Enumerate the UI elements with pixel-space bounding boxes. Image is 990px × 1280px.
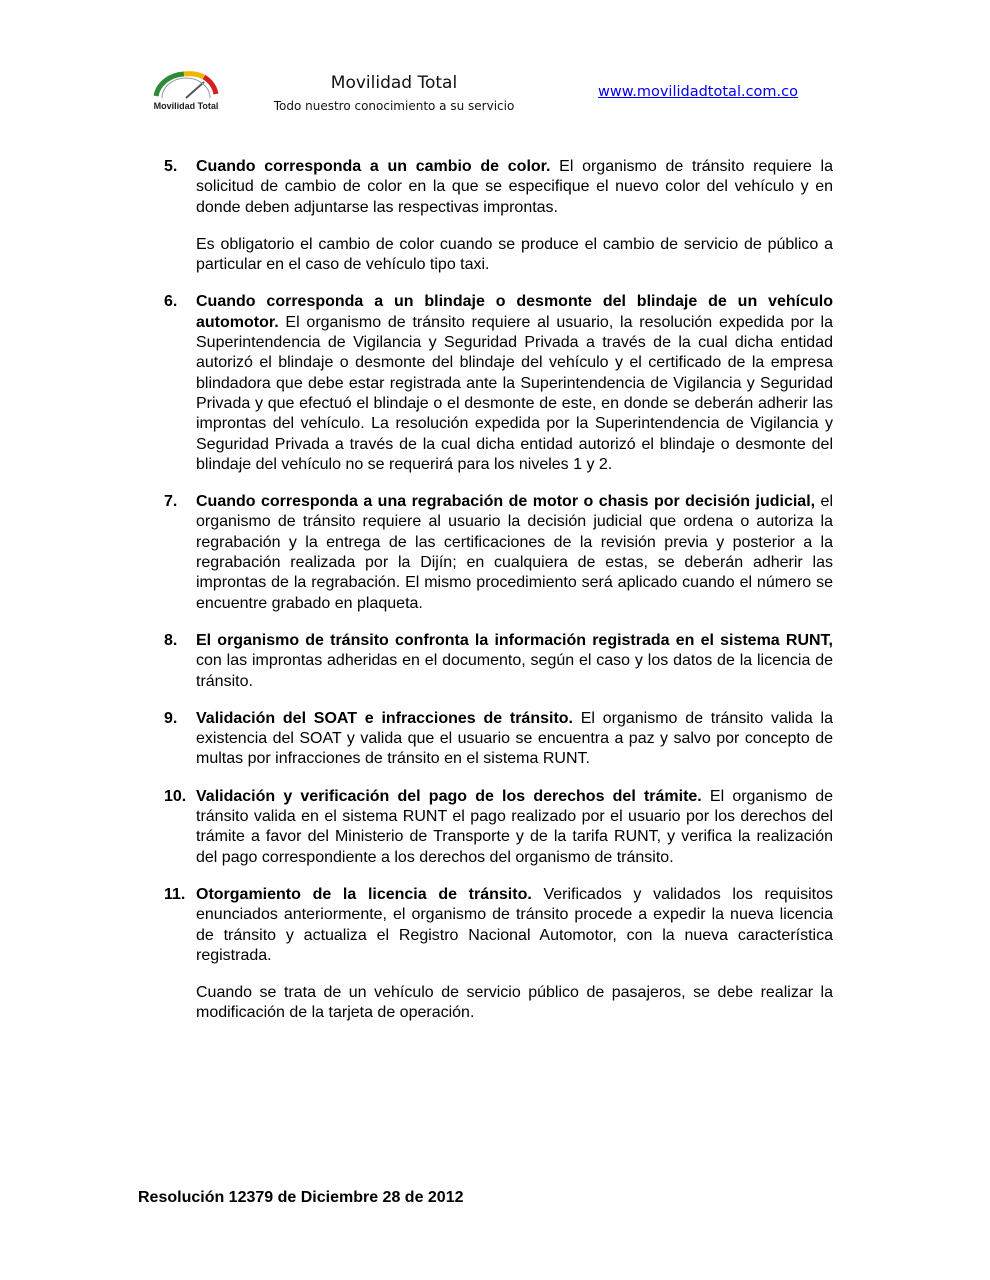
list-item xyxy=(164,631,833,692)
list-item xyxy=(164,492,833,614)
document-body xyxy=(164,157,833,1041)
item-text: El organismo de tránsito requiere la solicitud de cambio de color en la que se especifique el nuevo color del vehículo y en donde deben adjuntarse las respectivas improntas. xyxy=(196,158,833,216)
item-text: el organismo de tránsito requiere al usuario la decisión judicial que ordena o autoriza la regrabación y la entrega de las certificaciones de la revisión previa y posterior a la regrabación realizada por la Dijín; en cualquiera de estas, se deberán adherir las improntas de la regrabación. El mismo procedimiento será aplicado cuando el número se encuentre grabado en plaqueta. xyxy=(196,493,834,612)
item-heading: Validación y verificación del pago de los derechos del trámite. xyxy=(196,787,702,805)
item-heading: Validación del SOAT e infracciones de tránsito. xyxy=(196,709,573,727)
logo xyxy=(144,68,228,118)
item-extra-paragraph: Cuando se trata de un vehículo de servicio público de pasajeros, se debe realizar la modificación de la tarjeta de operación. xyxy=(196,984,833,1022)
item-number: 8. xyxy=(164,631,178,649)
list-item xyxy=(164,787,833,868)
item-heading: Otorgamiento de la licencia de tránsito. xyxy=(196,885,532,903)
header-subtitle: Todo nuestro conocimiento a su servicio xyxy=(273,99,515,113)
header-title: Movilidad Total xyxy=(330,73,458,93)
item-number: 6. xyxy=(164,293,178,311)
item-paragraph xyxy=(196,709,833,770)
item-paragraph xyxy=(196,157,833,218)
list-item xyxy=(164,885,833,1024)
website-link[interactable]: www.movilidadtotal.com.co xyxy=(598,84,798,100)
item-paragraph xyxy=(196,885,833,966)
item-heading: Cuando corresponda a un blindaje o desmonte del blindaje de un vehículo automotor. xyxy=(196,293,833,331)
item-number: 11. xyxy=(164,885,186,903)
item-paragraph xyxy=(196,787,833,868)
item-number: 5. xyxy=(164,158,178,175)
item-text: Verificados y validados los requisitos enunciados anteriormente, el organismo de tránsito procede a expedir la nueva licencia de tránsito y actualiza el Registro Nacional Automotor, con la nueva característica registrada. xyxy=(196,885,833,964)
item-number: 9. xyxy=(164,709,178,727)
list-item xyxy=(164,157,833,275)
item-extra-paragraph: Es obligatorio el cambio de color cuando se produce el cambio de servicio de público a particular en el caso de vehículo tipo taxi. xyxy=(196,235,833,274)
item-heading: El organismo de tránsito confronta la información registrada en el sistema RUNT, xyxy=(196,631,833,649)
item-text: El organismo de tránsito valida en el sistema RUNT el pago realizado por el usuario por los derechos del trámite a favor del Ministerio de Transporte y de la tarifa RUNT, y verifica la realización del pago correspondiente a los derechos del organismo de tránsito. xyxy=(196,787,834,866)
list-item xyxy=(164,709,833,770)
item-number: 10. xyxy=(164,787,187,805)
footer-resolution: Resolución 12379 de Diciembre 28 de 2012 xyxy=(138,1189,464,1206)
item-text: con las improntas adheridas en el documento, según el caso y los datos de la licencia de tránsito. xyxy=(196,652,833,690)
item-paragraph xyxy=(196,292,833,475)
item-text: El organismo de tránsito requiere al usuario, la resolución expedida por la Superintendencia de Vigilancia y Seguridad Privada a través de la cual dicha entidad autorizó el blindaje o desmonte del blindaje del vehículo y el certificado de la empresa blindadora que debe estar registrada ante la Superintendencia de Vigilancia y Seguridad Privada y que efectuó el blindaje o el desmonte de este, en donde se deberán adherir las improntas del vehículo. La resolución expedida por la Superintendencia de Vigilancia y Seguridad Privada a través de la cual dicha entidad autorizó el blindaje o desmonte del blindaje del vehículo no se requerirá para los niveles 1 y 2. xyxy=(196,313,833,473)
item-paragraph xyxy=(196,631,833,692)
logo-text: Movilidad Total xyxy=(153,101,219,111)
item-heading: Cuando corresponda a un cambio de color. xyxy=(196,158,551,175)
list-item xyxy=(164,292,833,475)
item-text: El organismo de tránsito valida la existencia del SOAT y valida que el usuario se encuentra a paz y salvo por concepto de multas por infracciones de tránsito en el sistema RUNT. xyxy=(196,709,833,768)
item-paragraph xyxy=(196,492,833,614)
item-heading: Cuando corresponda a una regrabación de motor o chasis por decisión judicial, xyxy=(196,493,816,511)
item-number: 7. xyxy=(164,493,178,511)
